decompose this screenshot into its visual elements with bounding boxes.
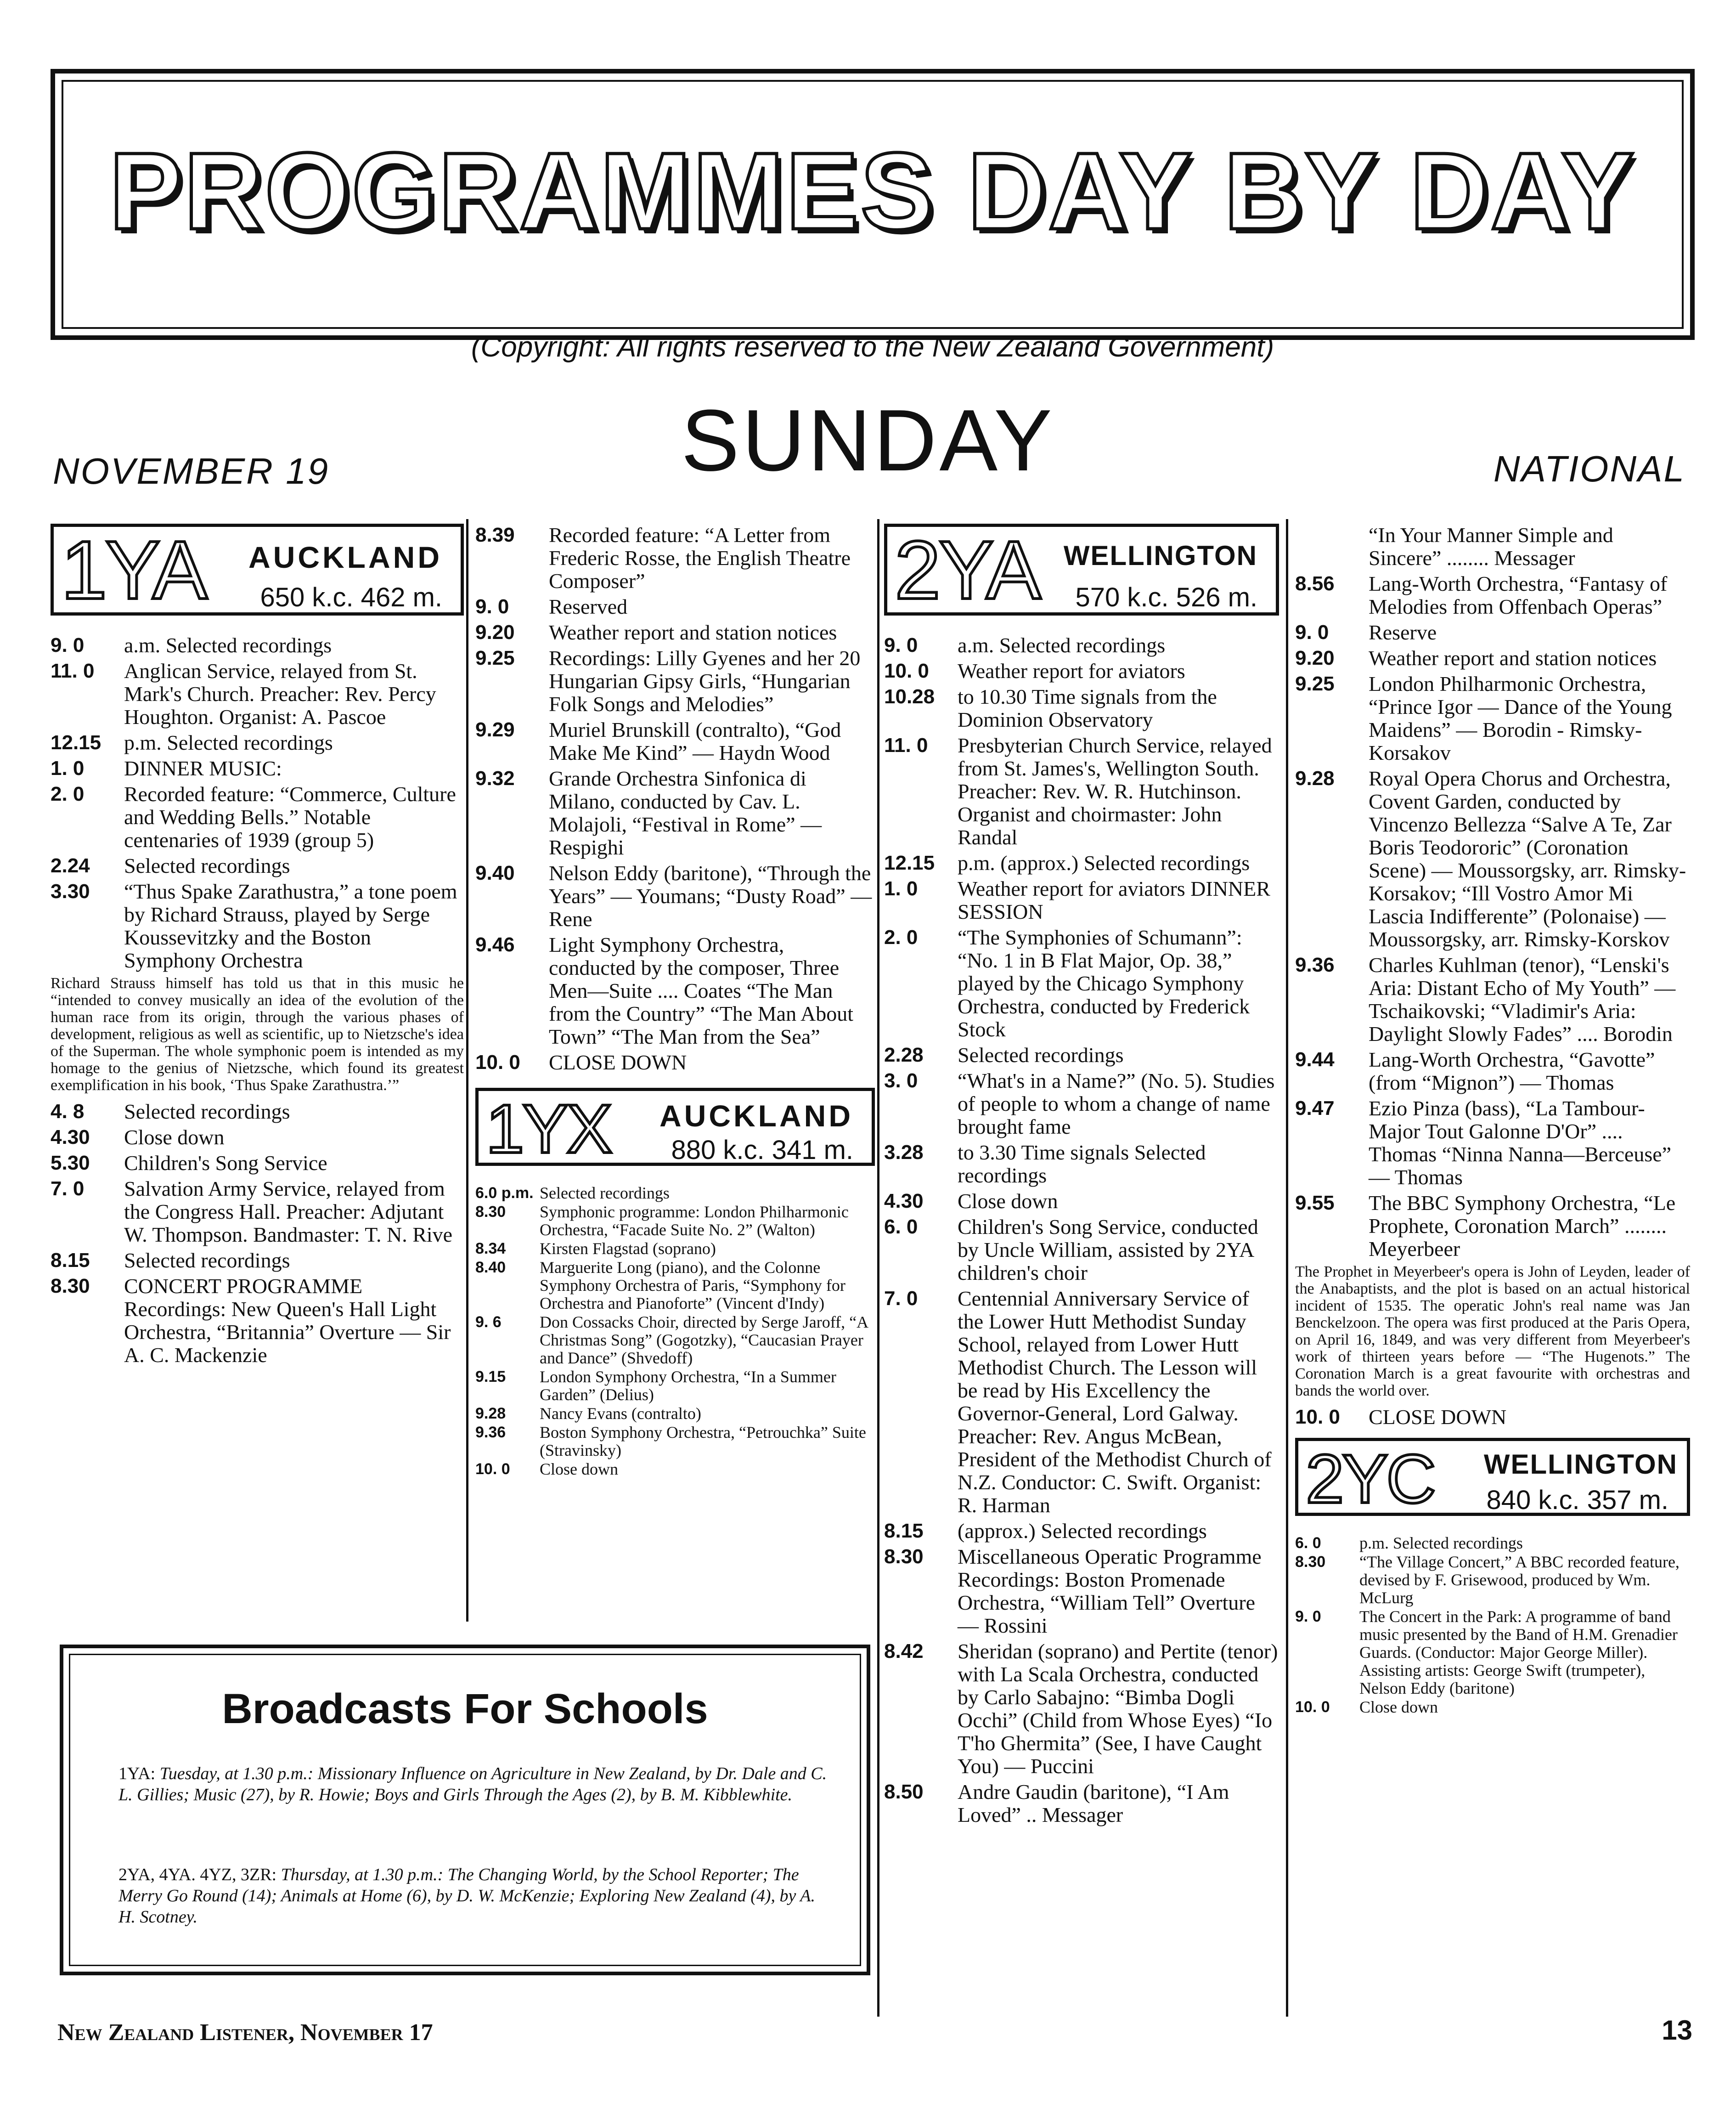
entry-time: 8.42 [884,1640,924,1662]
programme-entry [475,621,875,644]
day-title: SUNDAY [681,392,1055,489]
entry-time: 10. 0 [1295,1406,1340,1428]
programme-entry [884,1069,1279,1138]
entry-time: 11. 0 [884,734,928,757]
programme-entry [884,852,1279,875]
station-call-sign: 1YA [61,524,206,616]
station-header-2ya [884,524,1279,616]
entry-text: Nancy Evans (contralto) [540,1404,701,1423]
entry-text: Ezio Pinza (bass), “La Tambour-Major Tout Galonne D'Or” .... Thomas “Ninna Nanna—Berceuse” — Thomas [1369,1097,1672,1189]
entry-time: 9. 6 [475,1313,502,1331]
entry-time: 4.30 [884,1190,924,1212]
entry-text: Selected recordings [958,1043,1124,1067]
programme-entry [475,1051,875,1074]
entry-text: Nelson Eddy (baritone), “Through the Years” — Youmans; “Dusty Road” — Rene [549,861,872,931]
schools-item-stations: 1YA: [118,1764,156,1783]
programme-entry [1295,1406,1690,1429]
entry-text: a.m. Selected recordings [124,633,332,657]
programme-entry [475,1313,875,1367]
programme-entry [475,862,875,931]
programme-entry [1295,1698,1690,1716]
programme-entry [884,634,1279,657]
programme-entry [51,1275,464,1367]
entry-text: Charles Kuhlman (tenor), “Lenski's Aria: Distant Echo of My Youth” — Tschaikovski; “Vladimir's Aria: Daylight Slowly Fades” .... Borodin [1369,953,1676,1046]
programme-entry [475,767,875,859]
programme-entry [51,634,464,657]
programme-entry [475,1259,875,1312]
schools-item [118,1763,835,1805]
entry-text: Weather report and station notices [549,621,837,644]
entry-time: 10. 0 [884,660,929,682]
station-call-sign: 2YA [895,524,1039,616]
entry-time: 6.0 p.m. [475,1184,534,1202]
footer-publication: New Zealand Listener, November 17 [57,2019,433,2046]
entry-text: Children's Song Service [124,1151,327,1175]
entry-time: 9.15 [475,1368,506,1385]
programme-entry [51,1100,464,1123]
programme-entry [1295,572,1690,618]
programme-note: The Prophet in Meyerbeer's opera is John of Leyden, leader of the Anabaptists, and the plot is based on an actual historical incident of 1535. The operatic John's real name was Jan Benckelzoon. The opera was first produced at the Paris Opera, on April 16, 1849, and was very different from Meyerbeer's work of thirteen years before — “The Hugenots.” The Coronation March is a great favourite with orchestras and bands the world over. [1295,1263,1690,1399]
entry-text: Selected recordings [124,1100,290,1123]
programme-entry [475,1240,875,1258]
station-header-1yx [475,1088,875,1166]
station-call-sign: 2YC [1306,1440,1434,1517]
entry-time: 2.24 [51,854,90,877]
station-city: AUCKLAND [659,1099,853,1133]
entry-time: 9.55 [1295,1192,1335,1214]
entry-text: Boston Symphony Orchestra, “Petrouchka” Suite (Stravinsky) [540,1423,866,1459]
entry-time: 8.30 [884,1545,924,1568]
entry-time: 9.29 [475,718,515,741]
network-label: NATIONAL [1493,448,1685,489]
entry-time: 8.56 [1295,572,1335,595]
entry-time: 9.28 [475,1405,506,1422]
entry-time: 10. 0 [475,1051,520,1074]
programme-entry [884,1545,1279,1637]
column-rule [877,519,879,2017]
entry-text: Anglican Service, relayed from St. Mark's Church. Preacher: Rev. Percy Houghton. Organist: A. Pascoe [124,659,436,729]
programme-entry [884,1781,1279,1826]
banner-copyright: (Copyright: All rights reserved to the New Zealand Government) [471,331,1274,363]
entry-text: Reserved [549,595,628,618]
entry-text: Lang-Worth Orchestra, “Gavotte” (from “Mignon”) — Thomas [1369,1048,1655,1094]
entry-text: “The Village Concert,” A BBC recorded feature, devised by F. Grisewood, produced by Wm. McLurg [1359,1553,1680,1607]
programme-entry [1295,673,1690,764]
entry-text: CLOSE DOWN [549,1051,687,1074]
programme-entry [51,854,464,877]
entry-time: 9.20 [475,621,515,644]
programme-entry [1295,767,1690,951]
programme-entry [884,734,1279,849]
entry-text: Salvation Army Service, relayed from the Congress Hall. Preacher: Adjutant W. Thompson. Bandmaster: T. N. Rive [124,1177,453,1246]
date-label: NOVEMBER 19 [53,451,330,492]
station-2yc-schedule [1295,1534,1690,1716]
entry-time: 8.30 [51,1275,90,1297]
entry-time: 5.30 [51,1152,90,1174]
programme-entry [475,1460,875,1478]
entry-time: 7. 0 [884,1287,918,1310]
entry-text: London Philharmonic Orchestra, “Prince Igor — Dance of the Young Maidens” — Borodin - Rimsky-Korsakov [1369,672,1672,764]
entry-time: 9.36 [475,1424,506,1441]
entry-text: p.m. (approx.) Selected recordings [958,851,1250,875]
programme-entry [884,877,1279,923]
entry-text: Weather report and station notices [1369,646,1657,670]
entry-text: Lang-Worth Orchestra, “Fantasy of Melodies from Offenbach Operas” [1369,572,1668,618]
entry-text: Selected recordings [124,854,290,877]
entry-time: 6. 0 [884,1215,918,1238]
entry-text: Selected recordings [540,1184,670,1202]
entry-time: 1. 0 [884,877,918,900]
entry-time: 9. 0 [884,634,918,656]
entry-text: Weather report for aviators [958,659,1185,683]
entry-text: Sheridan (soprano) and Pertite (tenor) with La Scala Orchestra, conducted by Carlo Sabajno: “Bimba Dogli Occhi” (Child from Whose Eyes) “Io T'ho Ghermita” (See, I have Caught You) — Puccini [958,1639,1278,1778]
entry-time: 9. 0 [1295,1608,1321,1625]
programme-entry [475,524,875,593]
banner-title: PROGRAMMES DAY BY DAY [109,130,1636,252]
banner [51,69,1695,363]
programme-entry [475,718,875,764]
entry-text: Recorded feature: “Commerce, Culture and Wedding Bells.” Notable centenaries of 1939 (group 5) [124,782,456,852]
entry-text: Royal Opera Chorus and Orchestra, Covent Garden, conducted by Vincenzo Bellezza “Salve A Te, Zar Boris Teodororic” (Coronation Scene) — Moussorgsky, arr. Rimsky-Korsakov; “Ill Vostro Amor Mi Lascia Indifferente” (Polonaise) — Moussorgsky, arr. Rimsky-Korskov [1369,767,1686,951]
entry-time: 9. 0 [475,595,509,618]
programme-entry [51,783,464,852]
schools-title: Broadcasts For Schools [222,1685,708,1732]
entry-time: 9.36 [1295,954,1335,976]
entry-time: 12.15 [884,852,935,874]
entry-text: Close down [540,1460,618,1478]
entry-text: to 3.30 Time signals Selected recordings [958,1141,1206,1187]
programme-entry [1295,621,1690,644]
entry-text: to 10.30 Time signals from the Dominion Observatory [958,685,1217,731]
column-1 [51,524,464,1369]
column-2 [475,524,875,1479]
entry-time: 9.46 [475,933,515,956]
programme-entry [475,1368,875,1404]
programme-entry [884,1287,1279,1517]
entry-text: CLOSE DOWN [1369,1405,1507,1429]
station-frequency: 650 k.c. 462 m. [260,582,442,612]
entry-text: Reserve [1369,621,1437,644]
entry-time: 12.15 [51,731,101,754]
schools-box [60,1645,870,1975]
programme-entry [51,1249,464,1272]
station-city: AUCKLAND [248,540,442,574]
entry-time: 11. 0 [51,660,95,682]
schools-item-text: Tuesday, at 1.30 p.m.: Missionary Influence on Agriculture in New Zealand, by Dr. Dale and C. L. Gillies; Music (27), by R. Howie; Boys and Girls Through the Ages (2), by B. M. Kibblewhite. [118,1764,827,1804]
entry-text: The BBC Symphony Orchestra, “Le Prophete, Coronation March” ........ Meyerbeer [1369,1191,1676,1261]
entry-text: Marguerite Long (piano), and the Colonne Symphony Orchestra of Paris, “Symphony for Orchestra and Pianoforte” (Vincent d'Indy) [540,1258,845,1312]
programme-entry [884,1215,1279,1284]
programme-entry [884,660,1279,683]
entry-text: Andre Gaudin (baritone), “I Am Loved” .. Messager [958,1780,1229,1826]
programme-entry [1295,1097,1690,1189]
programme-entry [884,1640,1279,1778]
programme-entry [884,1141,1279,1187]
entry-text: a.m. Selected recordings [958,633,1166,657]
entry-time: 9.44 [1295,1048,1335,1071]
entry-text: p.m. Selected recordings [1359,1534,1523,1552]
station-frequency: 840 k.c. 357 m. [1486,1485,1668,1515]
programme-entry [1295,647,1690,670]
entry-text: Close down [1359,1698,1438,1716]
entry-time: 4.30 [51,1126,90,1148]
schools-item [118,1864,835,1928]
entry-text: Presbyterian Church Service, relayed from St. James's, Wellington South. Preacher: Rev. W. R. Hutchinson. Organist and choirmaster: John Randal [958,734,1272,849]
programme-entry [1295,1192,1690,1261]
entry-time: 8.15 [51,1249,90,1272]
programme-entry [1295,1553,1690,1607]
entry-text: p.m. Selected recordings [124,731,333,754]
entry-text: Kirsten Flagstad (soprano) [540,1239,716,1258]
entry-text: Close down [124,1125,225,1149]
programme-entry [475,1184,875,1202]
entry-time: 4. 8 [51,1100,85,1123]
entry-time [1295,524,1369,570]
programme-entry [1295,1048,1690,1094]
column-rule [1286,519,1288,2017]
entry-time: 8.50 [884,1781,924,1803]
entry-text: Light Symphony Orchestra, conducted by the composer, Three Men—Suite .... Coates “The Man from the Country” “The Man About Town” “The Man from the Sea” [549,933,854,1048]
entry-text: Recordings: Lilly Gyenes and her 20 Hungarian Gipsy Girls, “Hungarian Folk Songs and Melodies” [549,646,861,716]
programme-entry [884,1190,1279,1213]
entry-text: “The Symphonies of Schumann”: “No. 1 in B Flat Major, Op. 38,” played by the Chicago Symphony Orchestra, conducted by Frederick Stock [958,926,1250,1041]
programme-entry [51,1126,464,1149]
entry-text: Close down [958,1189,1058,1213]
station-city: WELLINGTON [1063,540,1257,571]
programme-entry [1295,524,1690,570]
page-number: 13 [1662,2015,1692,2046]
entry-time: 9.40 [475,862,515,884]
entry-time: 8.15 [884,1520,924,1542]
entry-time: 3.30 [51,880,90,903]
entry-text: Centennial Anniversary Service of the Lower Hutt Methodist Sunday School, relayed from Lower Hutt Methodist Church. The Lesson will be read by His Excellency the Governor-General, Lord Galway. Preacher: Rev. Angus McBean, President of the Methodist Church of N.Z. Conductor: C. Swift. Organist: R. Harman [958,1287,1272,1517]
station-frequency: 880 k.c. 341 m. [671,1135,853,1165]
entry-text: Children's Song Service, conducted by Uncle William, assisted by 2YA children's choir [958,1215,1258,1284]
programme-entry [51,880,464,972]
entry-time: 10. 0 [475,1460,510,1478]
entry-text: “In Your Manner Simple and Sincere” ........ Messager [1369,523,1613,570]
programme-entry [51,1177,464,1246]
programme-entry [475,647,875,716]
programme-entry [475,1405,875,1423]
programme-entry [51,1152,464,1175]
entry-time: 1. 0 [51,757,85,780]
entry-time: 9. 0 [1295,621,1329,644]
entry-text: London Symphony Orchestra, “In a Summer Garden” (Delius) [540,1368,836,1404]
entry-time: 6. 0 [1295,1534,1321,1552]
column-rule [466,519,468,1622]
entry-time: 10.28 [884,685,935,708]
entry-text: Recorded feature: “A Letter from Frederic Rosse, the English Theatre Composer” [549,523,851,593]
entry-time: 3. 0 [884,1069,918,1092]
station-1yx-schedule [475,1184,875,1478]
station-call-sign: 1YX [486,1090,611,1167]
entry-text: Muriel Brunskill (contralto), “God Make Me Kind” — Haydn Wood [549,718,841,764]
schools-item-text: Thursday, at 1.30 p.m.: The Changing World, by the School Reporter; The Merry Go Round (14); Animals at Home (6), by D. W. McKenzie; Exploring New Zealand (4), by A. H. Scotney. [118,1865,815,1927]
entry-time: 8.30 [1295,1553,1326,1571]
entry-text: Miscellaneous Operatic Programme Recordings: Boston Promenade Orchestra, “William Tell” Overture — Rossini [958,1545,1262,1637]
schools-item-stations: 2YA, 4YA. 4YZ, 3ZR: [118,1865,277,1884]
entry-time: 9.47 [1295,1097,1335,1119]
entry-time: 8.40 [475,1259,506,1276]
programme-note: Richard Strauss himself has told us that in this music he “intended to convey musically an idea of the evolution of the human race from its origin, through the various phases of development, religious as well as scientific, up to Nietzsche's idea of the Superman. The whole symphonic poem is intended as my homage to the genius of Nietzsche, which found its greatest exemplification in his book, ‘Thus Spake Zarathustra.’” [51,975,464,1094]
entry-text: Weather report for aviators DINNER SESSION [958,877,1270,923]
programme-entry [1295,954,1690,1046]
programme-entry [475,933,875,1048]
programme-entry [884,926,1279,1041]
entry-text: Selected recordings [124,1249,290,1272]
programme-entry [51,757,464,780]
entry-time: 2. 0 [51,783,85,805]
entry-time: 3.28 [884,1141,924,1164]
programme-entry [1295,1608,1690,1697]
entry-time: 9.25 [475,647,515,669]
entry-time: 9. 0 [51,634,85,656]
column-3 [884,524,1279,1829]
entry-time: 10. 0 [1295,1698,1330,1716]
entry-text: Don Cossacks Choir, directed by Serge Jaroff, “A Christmas Song” (Gogotzky), “Caucasian Prayer and Dance” (Shvedoff) [540,1313,868,1367]
entry-time: 9.25 [1295,673,1335,695]
station-frequency: 570 k.c. 526 m. [1075,582,1257,612]
programme-entry [884,1520,1279,1543]
entry-text: CONCERT PROGRAMME Recordings: New Queen's Hall Light Orchestra, “Britannia” Overture — Sir A. C. Mackenzie [124,1274,451,1367]
entry-text: The Concert in the Park: A programme of band music presented by the Band of H.M. Grenadier Guards. (Conductor: Major George Miller). Assisting artists: George Swift (trumpeter), Nelson Eddy (baritone) [1359,1607,1678,1697]
station-city: WELLINGTON [1483,1449,1678,1480]
entry-text: “What's in a Name?” (No. 5). Studies of people to whom a change of name brought fame [958,1069,1275,1138]
entry-time: 9.20 [1295,647,1335,669]
entry-time: 7. 0 [51,1177,85,1200]
programme-entry [1295,1534,1690,1552]
programme-entry [475,1203,875,1239]
entry-text: Grande Orchestra Sinfonica di Milano, conducted by Cav. L. Molajoli, “Festival in Rome” — Respighi [549,767,822,859]
entry-time: 9.28 [1295,767,1335,790]
programme-entry [884,1044,1279,1067]
entry-text: “Thus Spake Zarathustra,” a tone poem by Richard Strauss, played by Serge Koussevitzky and the Boston Symphony Orchestra [124,880,457,972]
programme-entry [475,595,875,618]
entry-time: 8.39 [475,524,515,546]
station-header-2yc [1295,1438,1690,1516]
column-4 [1295,524,1690,1717]
entry-text: Symphonic programme: London Philharmonic Orchestra, “Facade Suite No. 2” (Walton) [540,1203,849,1239]
programme-entry [475,1424,875,1459]
entry-time: 9.32 [475,767,515,790]
entry-time: 2.28 [884,1044,924,1066]
station-header-1ya [51,524,464,616]
entry-text: DINNER MUSIC: [124,757,282,780]
entry-time: 8.30 [475,1203,506,1221]
entry-text: (approx.) Selected recordings [958,1519,1207,1543]
entry-time: 8.34 [475,1240,506,1257]
entry-time: 2. 0 [884,926,918,949]
programme-entry [51,731,464,754]
programme-entry [51,660,464,729]
programme-entry [884,685,1279,731]
